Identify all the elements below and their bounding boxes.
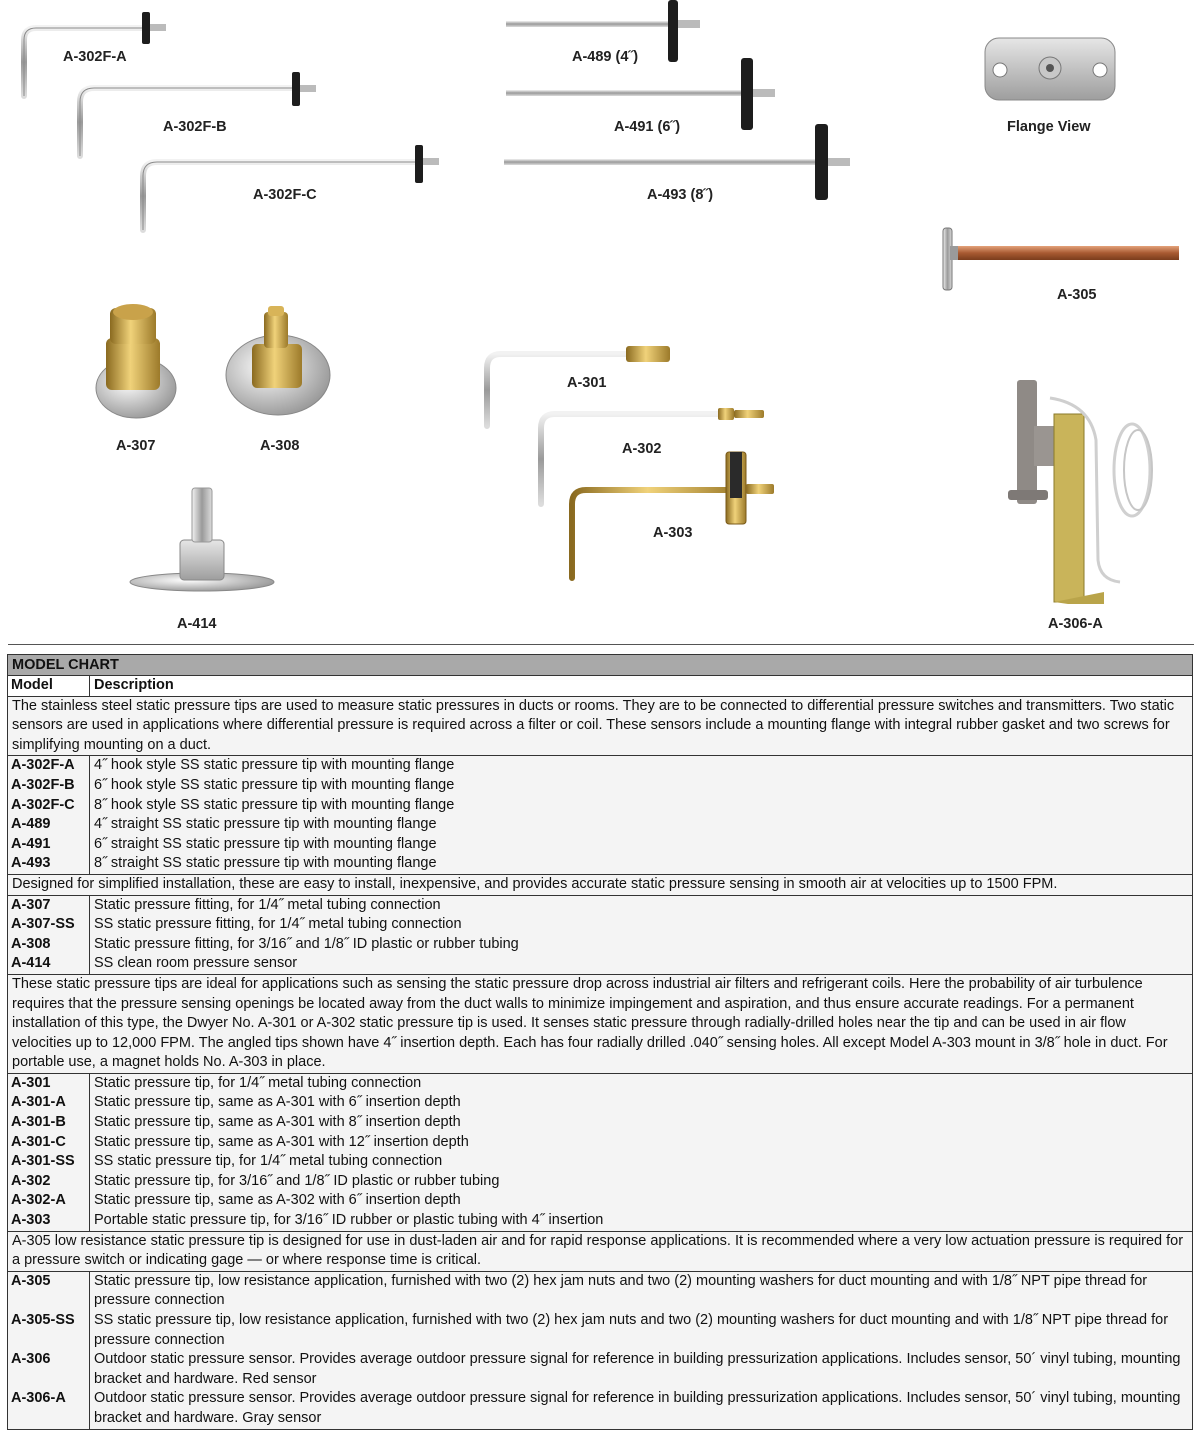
model-cell: A-414 [8,954,90,974]
table-header-row [8,676,1192,697]
caption-a302f-b: A-302F-B [163,119,227,135]
table-row [8,815,1192,835]
caption-a307: A-307 [116,438,156,454]
table-row [8,1093,1192,1113]
table-row [8,896,1192,916]
caption-a308: A-308 [260,438,300,454]
model-cell: A-302 [8,1172,90,1192]
a306a-sensor [1008,380,1152,604]
section-intro: The stainless steel static pressure tips are used to measure static pressures in ducts or rooms. They are to be connected to differential pressure switches and transmitters. Two static sensors are used in applications where differential pressure is required across a filter or coil. These sensors include a mounting flange with integral rubber gasket and two screws for simplifying mounting on a duct. [8,697,1192,757]
description-cell: Static pressure tip, same as A-301 with 6˝ insertion depth [94,1094,461,1111]
caption-a306-a: A-306-A [1048,616,1103,632]
description-cell: Static pressure fitting, for 1/4˝ metal tubing connection [94,896,441,913]
description-cell: Outdoor static pressure sensor. Provides average outdoor pressure signal for reference in building pressurization applications. Includes sensor, 50´ vinyl tubing, mounting bracket and hardware. Gray sensor [94,1390,1181,1426]
description-cell: 6˝ hook style SS static pressure tip with mounting flange [94,776,455,793]
table-row [8,1389,1192,1428]
caption-a302: A-302 [622,441,662,457]
model-cell: A-302F-A [8,756,90,776]
table-row [8,1074,1192,1094]
model-cell: A-301-B [8,1113,90,1133]
table-row [8,935,1192,955]
section-intro: These static pressure tips are ideal for applications such as sensing the static pressure drop across industrial air filters and refrigerant coils. Here the probability of air turbulence requires that the pressure sensing openings be located away from the duct walls to minimize impingement and aspiration, and thus ensure accurate readings. For a permanent installation of this type, the Dwyer No. A-301 or A-302 static pressure tip is used. It senses static pressure through radially-drilled holes near the tip and can be used in air flow velocities up to 12,000 FPM. The angled tips shown have 4˝ insertion depth. Each has four radially drilled .040˝ sensing holes. All except Model A-303 mount in 3/8˝ hole in duct. For portable use, a magnet holds No. A-303 in place. [8,975,1192,1074]
model-cell: A-301-C [8,1133,90,1153]
table-row [8,1311,1192,1350]
table-row [8,1211,1192,1231]
table-row [8,915,1192,935]
caption-a302f-a: A-302F-A [63,49,127,65]
table-row [8,756,1192,776]
model-cell: A-305-SS [8,1311,90,1350]
model-cell: A-308 [8,935,90,955]
model-cell: A-305 [8,1272,90,1311]
description-cell: Outdoor static pressure sensor. Provides average outdoor pressure signal for reference in building pressurization applications. Includes sensor, 50´ vinyl tubing, mounting bracket and hardware. Red sensor [94,1351,1181,1387]
caption-a302f-c: A-302F-C [253,187,317,203]
a303-probe [572,452,774,578]
model-group [8,756,1192,875]
caption-a414: A-414 [177,616,217,632]
section-intro: A-305 low resistance static pressure tip is designed for use in dust-laden air and for rapid response applications. It is recommended where a very low actuation pressure is required for a pressure switch or indicating gage — or where response time is critical. [8,1232,1192,1272]
a307-fitting [96,304,176,418]
table-row [8,954,1192,974]
model-cell: A-301 [8,1074,90,1094]
model-cell: A-306 [8,1350,90,1389]
column-header-description: Description [94,677,174,693]
a308-fitting [226,306,330,415]
section-divider [8,644,1194,645]
table-row [8,1191,1192,1211]
model-chart-sections [8,697,1192,1429]
caption-a489: A-489 (4˝) [572,49,639,65]
table-row [8,1152,1192,1172]
model-cell: A-489 [8,815,90,835]
model-cell: A-302F-C [8,796,90,816]
description-cell: Portable static pressure tip, for 3/16˝ ID rubber or plastic tubing with 4˝ insertion [94,1212,604,1229]
description-cell: Static pressure tip, same as A-301 with 12˝ insertion depth [94,1133,469,1150]
caption-a491: A-491 (6˝) [614,119,681,135]
table-row [8,1172,1192,1192]
description-cell: 4˝ straight SS static pressure tip with mounting flange [94,816,437,833]
model-cell: A-302-A [8,1191,90,1211]
table-row [8,854,1192,874]
table-row [8,1272,1192,1311]
a414-fitting [130,488,274,591]
description-cell: 6˝ straight SS static pressure tip with mounting flange [94,835,437,852]
caption-a493: A-493 (8˝) [647,187,714,203]
caption-a301: A-301 [567,375,607,391]
description-cell: Static pressure tip, low resistance application, furnished with two (2) hex jam nuts and two (2) mounting washers for duct mounting and with 1/8˝ NPT pipe thread for pressure connection [94,1272,1148,1309]
column-header-model: Model [8,676,90,696]
caption-flange-view: Flange View [1007,119,1091,135]
model-cell: A-306-A [8,1389,90,1428]
description-cell: SS clean room pressure sensor [94,955,298,972]
description-cell: Static pressure tip, same as A-302 with 6˝ insertion depth [94,1192,461,1209]
description-cell: SS static pressure tip, low resistance application, furnished with two (2) hex jam nuts and two (2) mounting washers for duct mounting and with 1/8˝ NPT pipe thread for pressure connection [94,1312,1169,1348]
model-cell: A-307 [8,896,90,916]
model-chart-title: MODEL CHART [8,655,1192,676]
description-cell: SS static pressure tip, for 1/4˝ metal tubing connection [94,1153,443,1170]
description-cell: Static pressure tip, for 3/16˝ and 1/8˝ ID plastic or rubber tubing [94,1172,500,1189]
description-cell: Static pressure tip, for 1/4˝ metal tubing connection [94,1074,422,1091]
description-cell: Static pressure tip, same as A-301 with 8˝ insertion depth [94,1114,461,1131]
a305-probe [943,228,1179,290]
model-cell: A-301-A [8,1093,90,1113]
table-row [8,1350,1192,1389]
model-cell: A-491 [8,835,90,855]
model-group [8,1272,1192,1429]
product-illustrations [0,0,1201,650]
model-cell: A-302F-B [8,776,90,796]
description-cell: Static pressure fitting, for 3/16˝ and 1/8˝ ID plastic or rubber tubing [94,935,519,952]
description-cell: 8˝ hook style SS static pressure tip with mounting flange [94,796,455,813]
table-row [8,1133,1192,1153]
model-cell: A-301-SS [8,1152,90,1172]
a302fb-probe [80,72,316,156]
flange-view-image [985,38,1115,100]
model-cell: A-303 [8,1211,90,1231]
product-photos [0,0,1201,650]
description-cell: 8˝ straight SS static pressure tip with mounting flange [94,855,437,872]
description-cell: SS static pressure fitting, for 1/4˝ metal tubing connection [94,916,462,933]
model-chart-table [7,654,1193,1430]
table-row [8,796,1192,816]
table-row [8,1113,1192,1133]
table-row [8,835,1192,855]
table-row [8,776,1192,796]
model-group [8,896,1192,975]
model-group [8,1074,1192,1232]
section-intro: Designed for simplified installation, these are easy to install, inexpensive, and provides accurate static pressure sensing in smooth air at velocities up to 1500 FPM. [8,875,1192,896]
model-cell: A-493 [8,854,90,874]
description-cell: 4˝ hook style SS static pressure tip with mounting flange [94,757,455,774]
model-cell: A-307-SS [8,915,90,935]
caption-a305: A-305 [1057,287,1097,303]
caption-a303: A-303 [653,525,693,541]
